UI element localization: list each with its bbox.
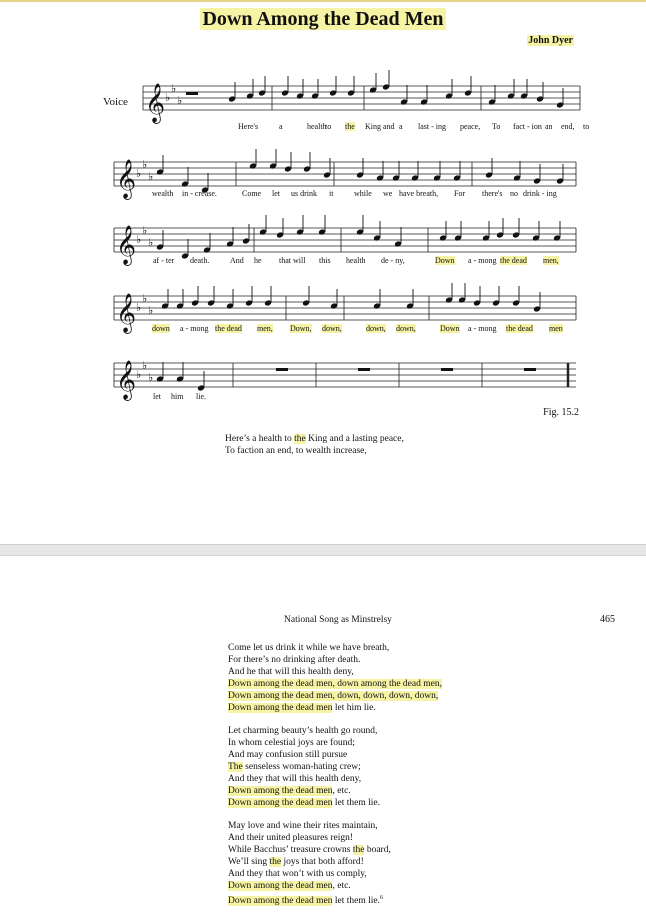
page-465 bbox=[0, 556, 646, 912]
text-run: Let charming beauty’s health go round, bbox=[228, 726, 378, 736]
text-run: To faction an end, to wealth increase, bbox=[225, 446, 367, 456]
lyric-syllable: Down bbox=[435, 256, 455, 265]
text-run: Down among the dead men bbox=[228, 881, 333, 891]
stanza-2 bbox=[228, 725, 380, 809]
lyric-syllable: lie. bbox=[196, 392, 206, 401]
lyric-syllable: this bbox=[319, 256, 331, 265]
lyric-syllable: Come bbox=[242, 189, 262, 198]
lyric-syllable: an bbox=[545, 122, 553, 131]
lyric-syllable: a bbox=[279, 122, 283, 131]
treble-clef-icon: 𝄞 bbox=[116, 293, 137, 333]
treble-clef-icon: 𝄞 bbox=[116, 159, 137, 199]
text-run: let them lie. bbox=[332, 896, 380, 906]
text-run: , etc. bbox=[332, 881, 351, 891]
text-line bbox=[228, 725, 380, 737]
lyric-syllable: To bbox=[492, 122, 501, 131]
text-run: For there’s no drinking after death. bbox=[228, 655, 361, 665]
lyric-syllable: us drink bbox=[291, 189, 317, 198]
text-line bbox=[228, 642, 442, 654]
flat-icon: ♭ bbox=[136, 233, 142, 246]
lyric-syllable: there's bbox=[482, 189, 503, 198]
text-run: the bbox=[294, 434, 306, 444]
lyric-syllable: fact - ion bbox=[513, 122, 542, 131]
text-run: We’ll sing bbox=[228, 857, 270, 867]
text-line bbox=[228, 785, 380, 797]
lyric-syllable: it bbox=[329, 189, 334, 198]
text-run: And they that won’t with us comply, bbox=[228, 869, 367, 879]
text-line bbox=[228, 702, 442, 714]
text-run: And may confusion still pursue bbox=[228, 750, 348, 760]
footnote-marker: 6 bbox=[379, 895, 383, 901]
lyric-syllable: and bbox=[383, 122, 395, 131]
lyric-syllable: health bbox=[346, 256, 366, 265]
figure-label: Fig. 15.2 bbox=[543, 407, 579, 418]
treble-clef-icon: 𝄞 bbox=[116, 225, 137, 265]
composer-name: John Dyer bbox=[528, 35, 573, 46]
flat-icon: ♭ bbox=[142, 292, 148, 305]
lyric-syllable: he bbox=[254, 256, 262, 265]
lyric-syllable: end, bbox=[561, 122, 575, 131]
text-run: let him lie. bbox=[332, 703, 376, 713]
text-run: And they that will this health deny, bbox=[228, 774, 362, 784]
lyric-syllable: And bbox=[230, 256, 244, 265]
text-run: board, bbox=[364, 845, 391, 855]
lyric-syllable: men bbox=[549, 324, 563, 333]
text-run: the bbox=[269, 857, 282, 867]
text-line bbox=[228, 820, 391, 832]
lyric-syllable: a - mong bbox=[180, 324, 209, 333]
lyric-syllable: health bbox=[307, 122, 327, 131]
lyric-syllable: men, bbox=[257, 324, 273, 333]
text-run: the bbox=[352, 845, 365, 855]
lyric-syllable: a - mong bbox=[468, 324, 497, 333]
lyric-syllable: to bbox=[583, 122, 590, 131]
text-line bbox=[228, 737, 380, 749]
lyric-syllable: drink - ing bbox=[523, 189, 557, 198]
flat-icon: ♭ bbox=[148, 304, 154, 317]
text-run: Down among the dead men bbox=[228, 798, 333, 808]
voice-label: Voice bbox=[103, 96, 128, 108]
flat-icon: ♭ bbox=[136, 167, 142, 180]
text-run: Down among the dead men bbox=[228, 896, 333, 906]
lyric-syllable: peace, bbox=[460, 122, 481, 131]
treble-clef-icon: 𝄞 bbox=[116, 360, 137, 400]
flat-icon: ♭ bbox=[148, 170, 154, 183]
text-line bbox=[225, 445, 404, 457]
lyric-syllable: the dead bbox=[215, 324, 242, 333]
lyric-syllable: let bbox=[153, 392, 161, 401]
text-run: senseless woman-hating crew; bbox=[242, 762, 361, 772]
music-score bbox=[0, 2, 646, 422]
text-run: Down among the dead men, down among the dead men, bbox=[228, 679, 442, 689]
lyric-syllable: while bbox=[354, 189, 372, 198]
lyric-syllable: the bbox=[345, 122, 355, 131]
text-run: May love and wine their rites maintain, bbox=[228, 821, 378, 831]
lyric-syllable: For bbox=[454, 189, 466, 198]
text-line bbox=[228, 844, 391, 856]
text-run: The bbox=[228, 762, 243, 772]
text-line bbox=[228, 749, 380, 761]
text-run: King and a lasting peace, bbox=[305, 434, 404, 444]
page-divider bbox=[0, 544, 646, 556]
lyric-syllable: Down, bbox=[290, 324, 312, 333]
lyric-syllable: him bbox=[171, 392, 184, 401]
song-title: Down Among the Dead Men bbox=[202, 8, 444, 30]
lyric-syllable: to bbox=[325, 122, 332, 131]
page-number: 465 bbox=[600, 614, 615, 625]
lyric-syllable: no bbox=[510, 189, 518, 198]
lyric-syllable: we bbox=[383, 189, 393, 198]
text-run: And their united pleasures reign! bbox=[228, 833, 354, 843]
lyric-syllable: down bbox=[152, 324, 170, 333]
lyric-syllable: wealth bbox=[152, 189, 174, 198]
lyric-syllable: down, bbox=[322, 324, 342, 333]
text-run: Down among the dead men bbox=[228, 703, 333, 713]
lyric-syllable: de - ny, bbox=[381, 256, 405, 265]
text-line bbox=[228, 880, 391, 892]
flat-icon: ♭ bbox=[148, 371, 154, 384]
verse-one bbox=[225, 433, 404, 457]
text-line bbox=[228, 797, 380, 809]
lyric-syllable: King bbox=[365, 122, 381, 131]
lyric-syllable: men, bbox=[543, 256, 559, 265]
flat-icon: ♭ bbox=[142, 359, 148, 372]
text-line bbox=[228, 832, 391, 844]
text-line bbox=[228, 678, 442, 690]
running-head: National Song as Minstrelsy bbox=[284, 615, 392, 625]
text-run: And he that will this health deny, bbox=[228, 667, 354, 677]
lyric-syllable: the dead bbox=[506, 324, 533, 333]
text-line bbox=[228, 761, 380, 773]
flat-icon: ♭ bbox=[165, 91, 171, 104]
stanza-3 bbox=[228, 820, 391, 907]
text-line bbox=[228, 892, 391, 907]
flat-icon: ♭ bbox=[136, 301, 142, 314]
text-run: Down among the dead men, down, down, down, down, bbox=[228, 691, 439, 701]
whole-rest bbox=[276, 368, 288, 371]
flat-icon: ♭ bbox=[177, 94, 183, 107]
text-line bbox=[228, 856, 391, 868]
flat-icon: ♭ bbox=[142, 224, 148, 237]
text-line bbox=[225, 433, 404, 445]
lyric-syllable: in - crease. bbox=[182, 189, 217, 198]
lyric-syllable: let bbox=[272, 189, 280, 198]
flat-icon: ♭ bbox=[148, 236, 154, 249]
text-run: Down among the dead men bbox=[228, 786, 333, 796]
text-run: joys that both afford! bbox=[281, 857, 364, 867]
lyric-syllable: last - ing bbox=[418, 122, 446, 131]
lyric-syllable: Here's bbox=[238, 122, 259, 131]
stanza-1 bbox=[228, 642, 442, 714]
lyric-syllable: down, bbox=[366, 324, 386, 333]
flat-icon: ♭ bbox=[142, 158, 148, 171]
text-line bbox=[228, 773, 380, 785]
flat-icon: ♭ bbox=[136, 368, 142, 381]
whole-rest bbox=[524, 368, 536, 371]
lyric-syllable: that will bbox=[279, 256, 306, 265]
text-line bbox=[228, 690, 442, 702]
lyric-syllable: down, bbox=[396, 324, 416, 333]
text-run: In whom celestial joys are found; bbox=[228, 738, 355, 748]
whole-rest bbox=[358, 368, 370, 371]
lyric-syllable: the dead bbox=[500, 256, 527, 265]
lyric-syllable: death. bbox=[190, 256, 210, 265]
text-line bbox=[228, 666, 442, 678]
text-line bbox=[228, 868, 391, 880]
text-run: Come let us drink it while we have breath, bbox=[228, 643, 390, 653]
text-run: let them lie. bbox=[332, 798, 380, 808]
half-rest bbox=[186, 92, 198, 95]
text-run: , etc. bbox=[332, 786, 351, 796]
lyric-syllable: af - ter bbox=[153, 256, 175, 265]
text-line bbox=[228, 654, 442, 666]
lyric-syllable: Down bbox=[440, 324, 460, 333]
lyric-syllable: a - mong bbox=[468, 256, 497, 265]
treble-clef-icon: 𝄞 bbox=[145, 83, 166, 123]
lyric-syllable: have breath, bbox=[399, 189, 439, 198]
flat-icon: ♭ bbox=[171, 82, 177, 95]
text-run: Here’s a health to bbox=[225, 434, 295, 444]
text-run: While Bacchus’ treasure crowns bbox=[228, 845, 353, 855]
whole-rest bbox=[441, 368, 453, 371]
lyric-syllable: a bbox=[399, 122, 403, 131]
